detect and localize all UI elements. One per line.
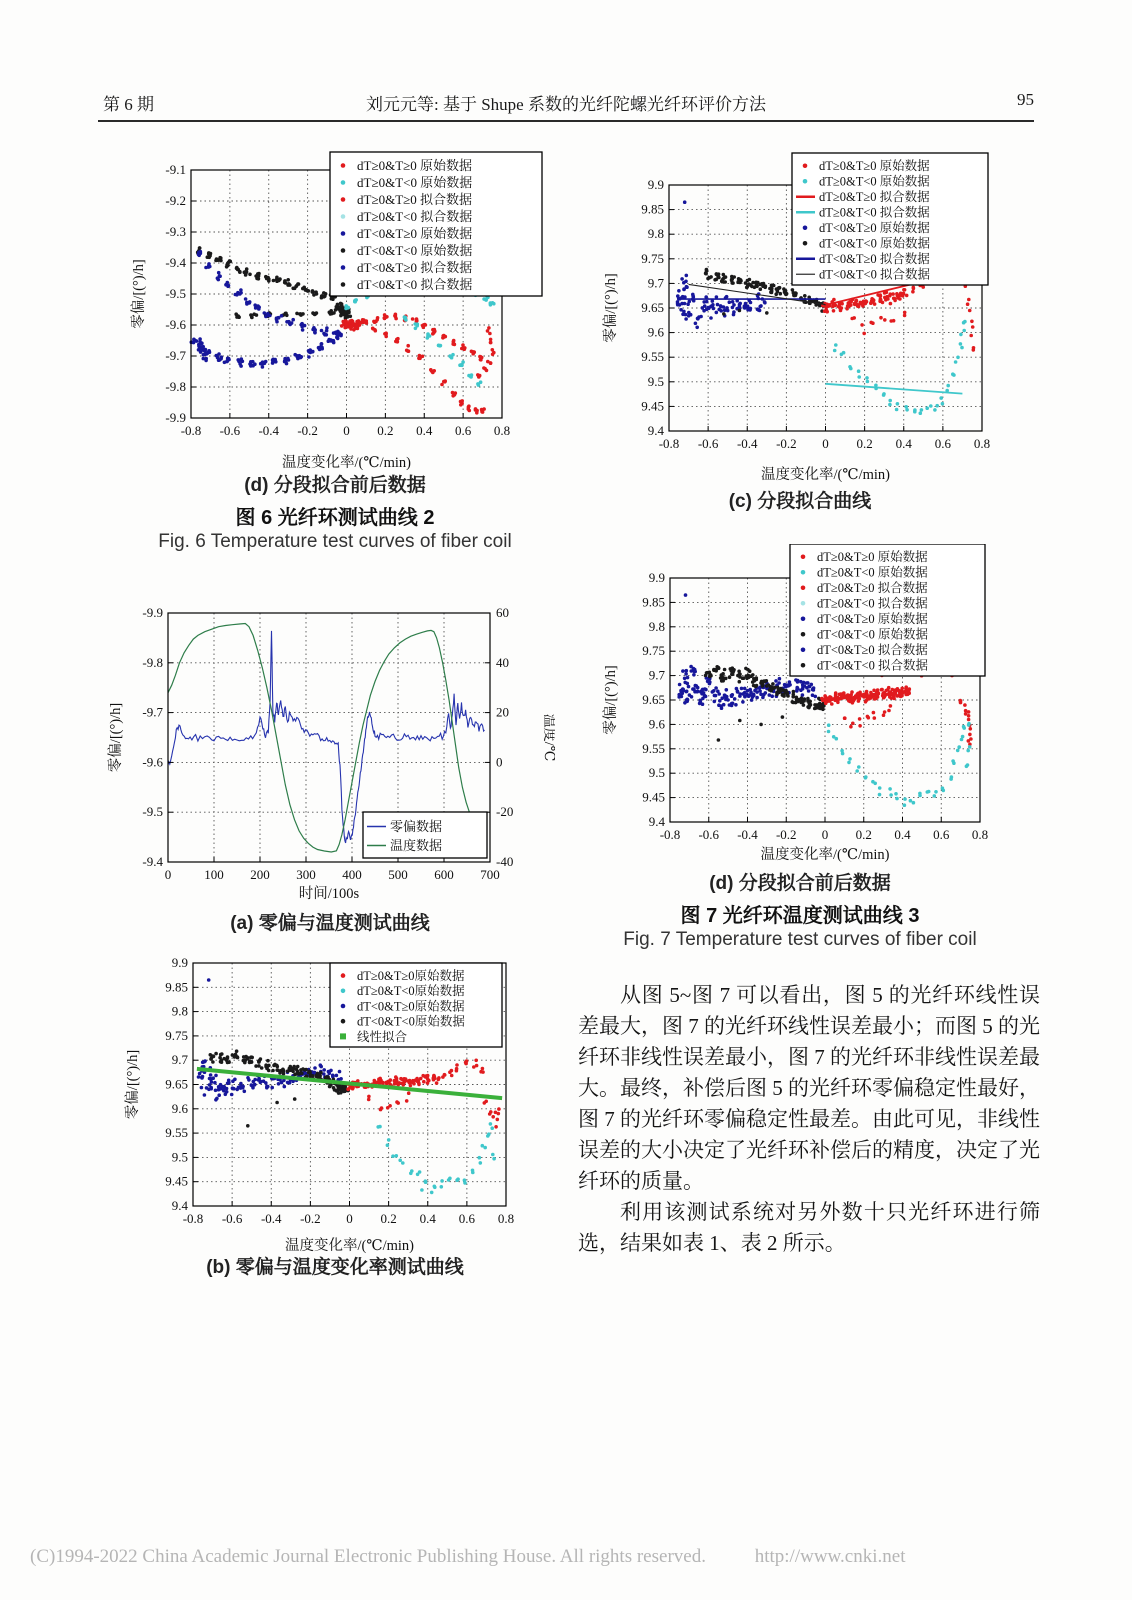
svg-text:-9.7: -9.7 [165,348,186,363]
svg-text:温度数据: 温度数据 [390,838,443,854]
footer-copyright: (C)1994-2022 China Academic Journal Electronic Publishing House. All rights reserved. [30,1546,706,1567]
svg-text:dT<0&T<0 原始数据: dT<0&T<0 原始数据 [817,627,928,642]
svg-text:9.75: 9.75 [642,643,665,659]
svg-text:9.55: 9.55 [641,349,664,365]
caption-fig7-en: Fig. 7 Temperature test curves of fiber coil [623,929,977,950]
chart-fig6-segmented-fit-data [128,148,568,481]
svg-text:-0.6: -0.6 [221,1211,243,1226]
svg-text:9.65: 9.65 [641,300,664,315]
svg-text:9.7: 9.7 [648,667,665,683]
svg-text:-40: -40 [496,854,514,869]
svg-text:0.8: 0.8 [971,827,989,842]
svg-text:温度变化率/(℃/min): 温度变化率/(℃/min) [282,455,411,471]
svg-text:9.4: 9.4 [648,814,665,829]
svg-text:温度变化率/(℃/min): 温度变化率/(℃/min) [285,1238,414,1254]
svg-text:-9.7: -9.7 [142,704,163,720]
svg-text:0.6: 0.6 [458,1211,475,1226]
svg-text:400: 400 [342,867,362,882]
svg-text:-0.2: -0.2 [775,827,797,842]
cnki-footer [30,1546,905,1568]
svg-text:9.45: 9.45 [641,398,664,414]
svg-text:-9.5: -9.5 [165,286,186,301]
svg-text:dT<0&T<0 原始数据: dT<0&T<0 原始数据 [819,236,930,251]
caption-fig7-zh: 图 7 光纤环温度测试曲线 3 [680,905,920,927]
svg-text:dT≥0&T≥0 拟合数据: dT≥0&T≥0 拟合数据 [819,190,930,205]
svg-text:-0.8: -0.8 [180,423,202,438]
svg-text:dT≥0&T<0 拟合数据: dT≥0&T<0 拟合数据 [819,205,930,220]
svg-text:-9.9: -9.9 [165,410,186,425]
svg-text:-20: -20 [496,804,514,820]
svg-text:dT≥0&T<0原始数据: dT≥0&T<0原始数据 [357,984,465,999]
svg-text:9.65: 9.65 [642,692,665,707]
svg-text:9.45: 9.45 [642,789,665,805]
svg-text:dT≥0&T≥0 原始数据: dT≥0&T≥0 原始数据 [819,159,930,174]
svg-text:时间/100s: 时间/100s [298,886,360,902]
chart-fig7-bias-temperature-curves [105,590,555,912]
svg-text:0.4: 0.4 [419,1211,436,1226]
svg-text:-0.6: -0.6 [219,423,241,438]
svg-text:9.6: 9.6 [648,716,665,732]
svg-text:零偏/[(°)/h]: 零偏/[(°)/h] [108,702,124,773]
svg-text:200: 200 [250,867,270,882]
caption-fig6-part-d: (d) 分段拟合前后数据 [244,475,426,496]
svg-text:dT<0&T≥0 原始数据: dT<0&T≥0 原始数据 [357,226,473,242]
caption-fig7-part-d: (d) 分段拟合前后数据 [709,873,891,894]
svg-text:9.8: 9.8 [648,618,665,634]
svg-text:0.4: 0.4 [895,436,912,451]
svg-text:dT<0&T<0 拟合数据: dT<0&T<0 拟合数据 [357,277,473,293]
svg-text:9.85: 9.85 [165,979,188,995]
page-number: 95 [1017,90,1034,109]
svg-text:9.5: 9.5 [647,373,664,389]
caption-fig6-en: Fig. 6 Temperature test curves of fiber coil [158,531,512,552]
svg-text:60: 60 [496,605,509,620]
caption-fig7-part-b: (b) 零偏与温度变化率测试曲线 [206,1257,464,1278]
svg-text:-0.2: -0.2 [776,436,797,451]
svg-text:温度变化率/(℃/min): 温度变化率/(℃/min) [761,467,890,483]
svg-text:0.8: 0.8 [493,423,511,438]
svg-text:dT≥0&T≥0 拟合数据: dT≥0&T≥0 拟合数据 [817,581,928,596]
svg-text:dT<0&T≥0 原始数据: dT<0&T≥0 原始数据 [817,612,928,627]
svg-text:9.85: 9.85 [641,201,664,217]
svg-text:0: 0 [164,867,172,882]
svg-text:9.6: 9.6 [171,1100,188,1116]
svg-text:0.6: 0.6 [455,423,472,438]
svg-text:600: 600 [434,867,454,882]
svg-text:100: 100 [204,867,224,882]
svg-text:零偏/[(°)/h]: 零偏/[(°)/h] [131,259,147,329]
svg-text:0.2: 0.2 [855,827,872,842]
footer-url: http://www.cnki.net [754,1546,906,1567]
svg-text:9.5: 9.5 [171,1149,188,1165]
svg-text:dT≥0&T≥0原始数据: dT≥0&T≥0原始数据 [357,968,465,983]
svg-text:0.6: 0.6 [933,827,950,842]
svg-text:温度/℃: 温度/℃ [541,713,555,762]
svg-text:0.4: 0.4 [894,827,911,842]
svg-text:-9.6: -9.6 [165,317,186,332]
svg-text:零偏/[(°)/h]: 零偏/[(°)/h] [603,273,619,343]
svg-text:dT<0&T≥0 拟合数据: dT<0&T≥0 拟合数据 [817,643,928,658]
svg-text:dT<0&T<0 原始数据: dT<0&T<0 原始数据 [357,243,473,259]
svg-text:线性拟合: 线性拟合 [357,1029,408,1044]
svg-text:9.45: 9.45 [165,1173,188,1189]
svg-text:-0.6: -0.6 [698,827,720,842]
svg-text:-0.2: -0.2 [297,423,318,438]
svg-text:-0.8: -0.8 [658,436,680,451]
svg-text:9.4: 9.4 [647,423,664,438]
svg-text:dT≥0&T<0 原始数据: dT≥0&T<0 原始数据 [817,565,928,580]
chart-fig7-segmented-fit-data [600,544,1000,873]
svg-text:温度变化率/(℃/min): 温度变化率/(℃/min) [760,847,890,863]
svg-text:dT<0&T≥0 拟合数据: dT<0&T≥0 拟合数据 [819,252,930,267]
svg-text:0.2: 0.2 [856,436,873,451]
svg-text:0: 0 [346,1211,353,1226]
header-rule [98,120,1034,122]
svg-text:dT<0&T≥0 拟合数据: dT<0&T≥0 拟合数据 [357,260,473,276]
svg-text:零偏/[(°)/h]: 零偏/[(°)/h] [125,1049,141,1120]
svg-text:0: 0 [822,436,829,451]
svg-text:-0.8: -0.8 [182,1211,204,1226]
svg-text:dT<0&T<0 拟合数据: dT<0&T<0 拟合数据 [819,267,930,282]
svg-text:-9.2: -9.2 [165,193,186,208]
svg-text:9.8: 9.8 [171,1003,188,1019]
svg-text:-0.4: -0.4 [736,436,758,451]
svg-text:0: 0 [821,827,829,842]
svg-text:9.65: 9.65 [165,1076,188,1092]
svg-text:-9.3: -9.3 [165,224,186,239]
svg-text:-9.5: -9.5 [142,804,163,820]
svg-text:9.8: 9.8 [647,226,664,242]
svg-text:0: 0 [343,423,350,438]
svg-text:0.2: 0.2 [377,423,394,438]
svg-text:9.55: 9.55 [165,1125,188,1141]
svg-text:9.9: 9.9 [648,570,665,585]
svg-text:40: 40 [496,654,509,670]
svg-text:0.4: 0.4 [416,423,433,438]
svg-text:0.6: 0.6 [934,436,951,451]
svg-text:dT<0&T≥0 原始数据: dT<0&T≥0 原始数据 [819,221,930,236]
journal-issue: 第 6 期 [103,95,154,114]
svg-text:20: 20 [496,704,509,720]
svg-text:-9.6: -9.6 [142,754,163,770]
chart-fig7-bias-vs-temp-rate [115,940,555,1264]
svg-text:dT≥0&T<0 原始数据: dT≥0&T<0 原始数据 [357,175,473,191]
svg-text:-9.9: -9.9 [142,605,163,620]
svg-text:0: 0 [496,754,503,770]
svg-text:9.5: 9.5 [648,765,665,781]
svg-text:9.75: 9.75 [165,1027,188,1043]
svg-text:dT≥0&T≥0 原始数据: dT≥0&T≥0 原始数据 [817,550,928,565]
svg-text:0.8: 0.8 [497,1211,515,1226]
svg-text:dT<0&T<0原始数据: dT<0&T<0原始数据 [357,1014,465,1029]
svg-text:-9.8: -9.8 [142,654,163,670]
svg-text:dT<0&T≥0原始数据: dT<0&T≥0原始数据 [357,999,465,1014]
running-title: 刘元元等: 基于 Shupe 系数的光纤陀螺光纤环评价方法 [366,95,766,114]
svg-text:-0.6: -0.6 [697,436,719,451]
svg-text:500: 500 [388,867,408,882]
svg-text:-9.4: -9.4 [165,255,186,270]
chart-fig7-segmented-fit-curves [600,150,1000,493]
svg-text:9.85: 9.85 [642,594,665,610]
svg-text:-0.4: -0.4 [258,423,280,438]
svg-text:零偏/[(°)/h]: 零偏/[(°)/h] [603,665,619,735]
svg-text:0.8: 0.8 [973,436,991,451]
svg-text:9.9: 9.9 [647,177,664,192]
svg-text:dT≥0&T<0 拟合数据: dT≥0&T<0 拟合数据 [817,596,928,611]
body-paragraph-1: 从图 5~图 7 可以看出，图 5 的光纤环线性误差最大，图 7 的光纤环线性误差最小；而图 5 的光纤环非线性误差最小，图 7 的光纤环非线性误差最大。最终，补偿后图 5 的光纤环零偏稳定性最好，图 7 的光纤环零偏稳定性最差。由此可见，非线性误差的大小决定了光纤环补偿后的精度，决定了光纤环的质量。 [578,983,1040,1193]
svg-text:dT≥0&T≥0 拟合数据: dT≥0&T≥0 拟合数据 [357,192,473,208]
svg-text:0.2: 0.2 [380,1211,397,1226]
caption-fig7-part-a: (a) 零偏与温度测试曲线 [230,913,430,934]
svg-text:-9.8: -9.8 [165,379,186,394]
svg-text:9.4: 9.4 [171,1198,188,1213]
svg-text:9.6: 9.6 [647,324,664,340]
svg-text:dT<0&T<0 拟合数据: dT<0&T<0 拟合数据 [817,658,928,673]
svg-text:9.7: 9.7 [171,1052,188,1068]
svg-text:9.7: 9.7 [647,275,664,291]
svg-text:零偏数据: 零偏数据 [390,819,443,835]
svg-text:dT≥0&T<0 拟合数据: dT≥0&T<0 拟合数据 [357,209,473,225]
svg-text:dT≥0&T<0 原始数据: dT≥0&T<0 原始数据 [819,174,930,189]
svg-text:9.9: 9.9 [171,955,188,970]
svg-text:-0.4: -0.4 [737,827,758,842]
svg-text:9.75: 9.75 [641,250,664,266]
svg-text:9.55: 9.55 [642,740,665,756]
body-text-column [578,980,1040,1259]
caption-fig6-zh: 图 6 光纤环测试曲线 2 [235,507,435,529]
svg-text:-9.4: -9.4 [142,854,163,869]
svg-text:-0.8: -0.8 [659,827,681,842]
svg-text:dT≥0&T≥0 原始数据: dT≥0&T≥0 原始数据 [357,158,473,174]
svg-text:-0.2: -0.2 [300,1211,321,1226]
svg-text:700: 700 [480,867,500,882]
body-paragraph-2: 利用该测试系统对另外数十只光纤环进行筛选，结果如表 1、表 2 所示。 [578,1200,1040,1255]
svg-text:-0.4: -0.4 [260,1211,282,1226]
svg-text:-9.1: -9.1 [165,162,186,177]
svg-text:300: 300 [296,867,316,882]
caption-fig7-part-c: (c) 分段拟合曲线 [728,491,872,512]
